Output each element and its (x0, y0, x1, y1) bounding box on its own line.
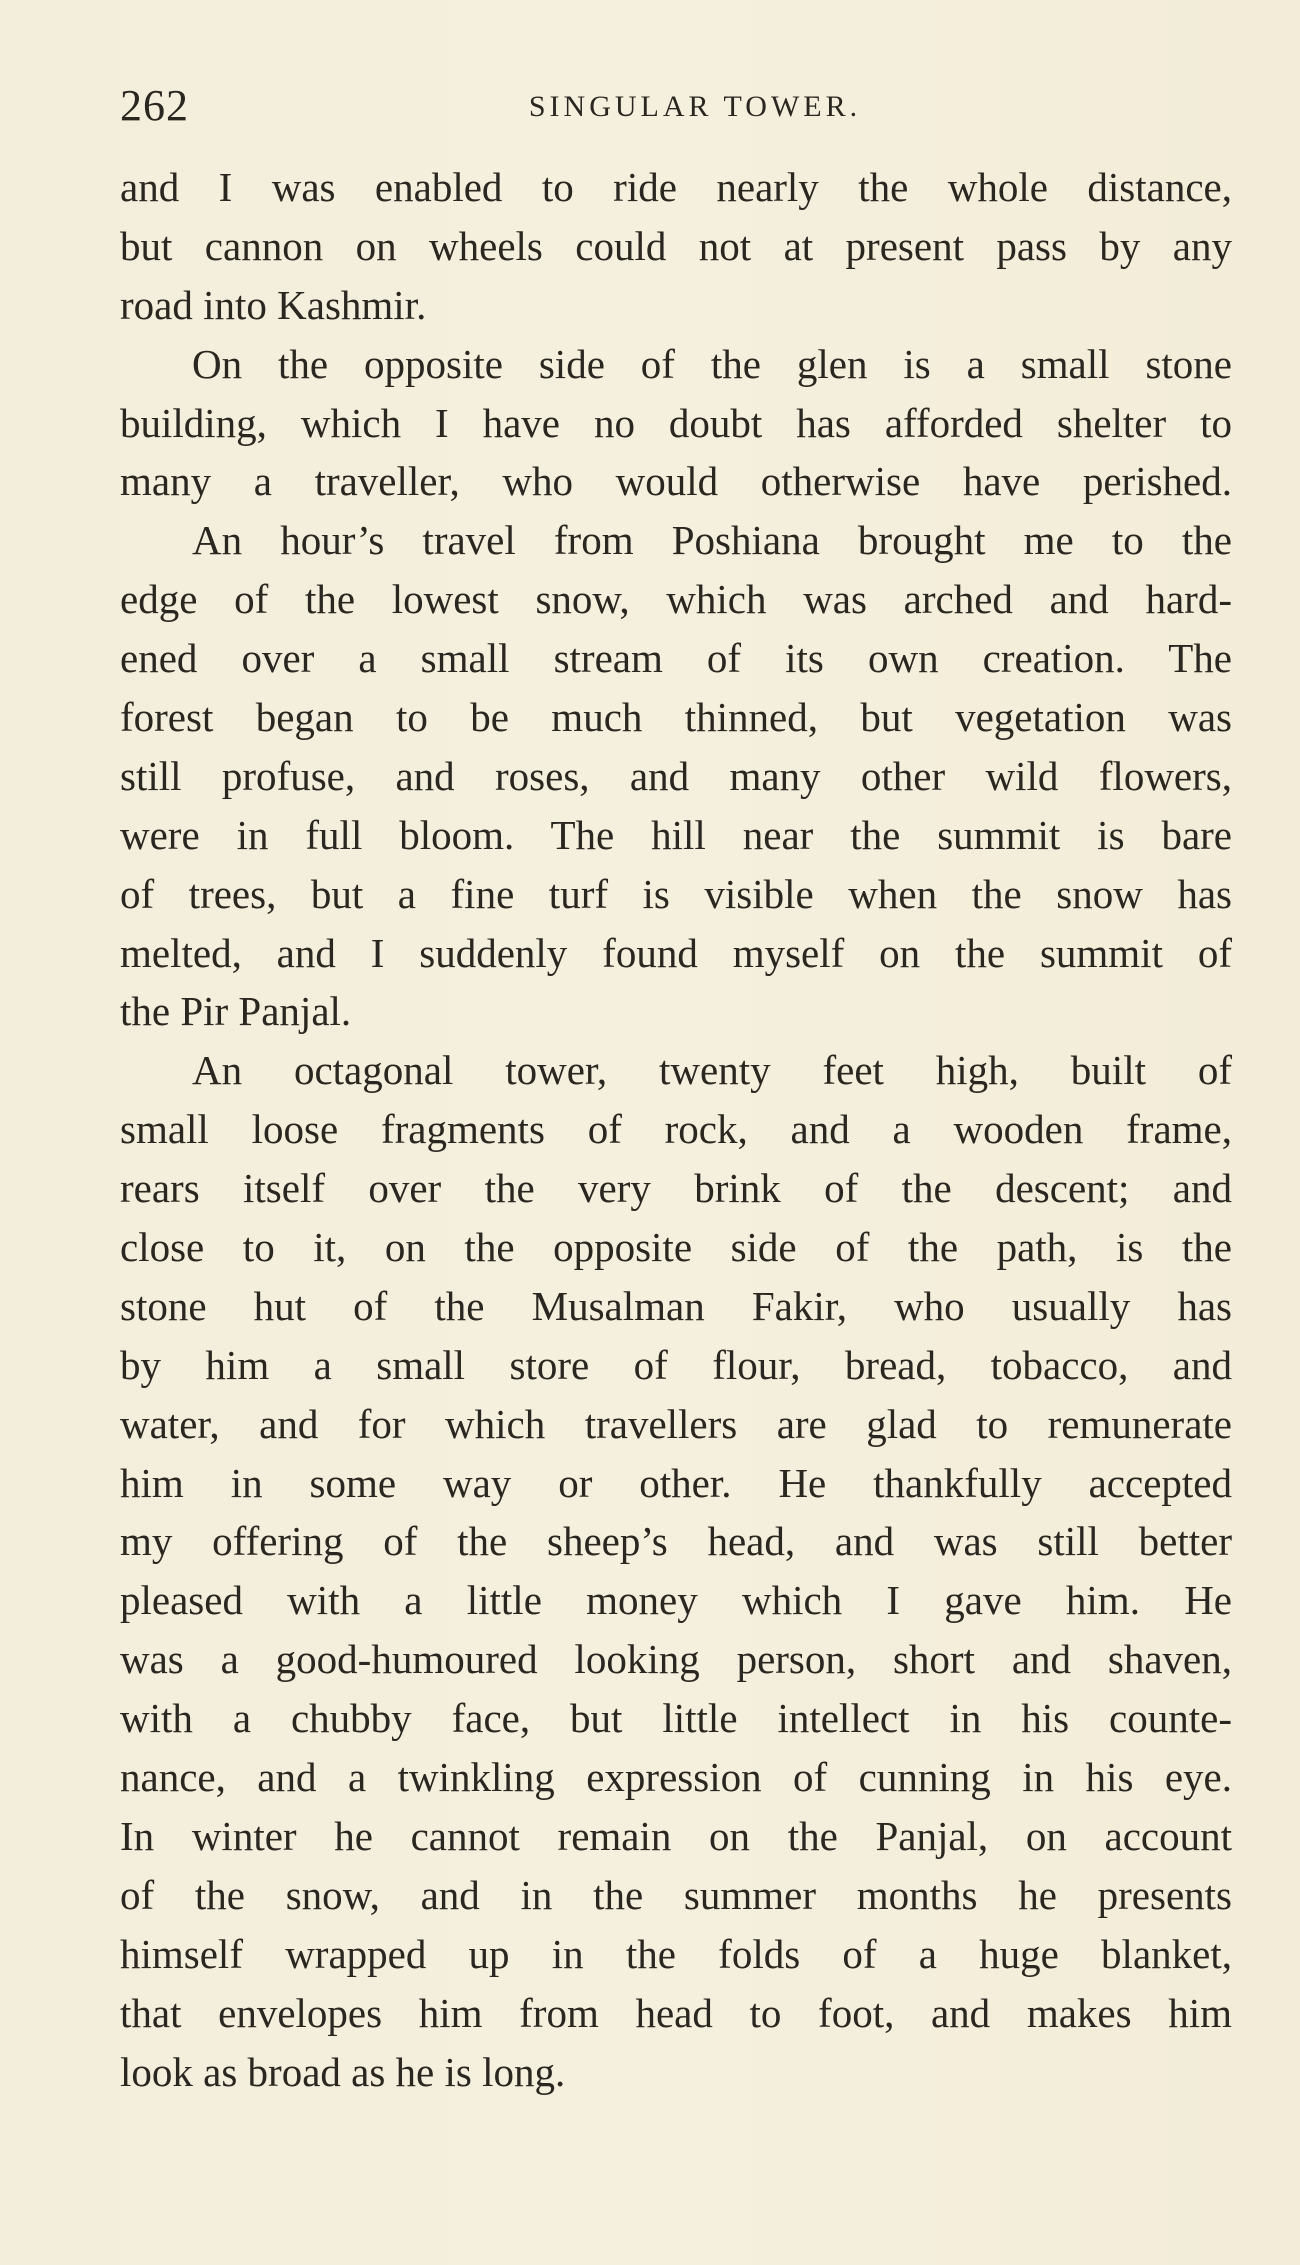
text-line: An octagonal tower, twenty feet high, built of (192, 1047, 1232, 1094)
text-line: were in full bloom. The hill near the summit is bare (120, 811, 1232, 858)
text-line: my offering of the sheep’s head, and was still better (120, 1518, 1232, 1565)
text-line: small loose fragments of rock, and a wooden frame, (120, 1106, 1232, 1153)
body-text (120, 158, 1232, 2101)
text-line: An hour’s travel from Poshiana brought me to the (192, 517, 1232, 564)
text-line: stone hut of the Musalman Fakir, who usually has (120, 1282, 1232, 1329)
text-line: by him a small store of flour, bread, tobacco, and (120, 1341, 1232, 1388)
text-line: him in some way or other. He thankfully accepted (120, 1459, 1232, 1506)
text-line: look as broad as he is long. (120, 2048, 566, 2095)
text-line: rears itself over the very brink of the descent; and (120, 1165, 1232, 1212)
text-line: many a traveller, who would otherwise have perished. (120, 458, 1232, 505)
text-line: In winter he cannot remain on the Panjal, on account (120, 1812, 1232, 1859)
text-line: ened over a small stream of its own creation. The (120, 635, 1232, 682)
text-line: still profuse, and roses, and many other wild flowers, (120, 752, 1232, 799)
text-line: the Pir Panjal. (120, 988, 352, 1035)
text-line: was a good-humoured looking person, short and shaven, (120, 1636, 1232, 1683)
text-line: of trees, but a fine turf is visible when the snow has (120, 870, 1232, 917)
text-line: with a chubby face, but little intellect in his counte- (120, 1695, 1232, 1742)
text-line: road into Kashmir. (120, 281, 427, 328)
page-header (120, 76, 1230, 136)
text-line: forest began to be much thinned, but vegetation was (120, 694, 1232, 741)
text-line: close to it, on the opposite side of the path, is the (120, 1224, 1232, 1271)
text-line: and I was enabled to ride nearly the whole distance, (120, 164, 1232, 210)
text-line: pleased with a little money which I gave him. He (120, 1577, 1232, 1624)
text-line: edge of the lowest snow, which was arched and hard- (120, 576, 1232, 623)
text-line: melted, and I suddenly found myself on the summit of (120, 929, 1232, 976)
text-line: but cannon on wheels could not at present pass by any (120, 222, 1232, 269)
page-number: 262 (120, 81, 189, 130)
text-line: nance, and a twinkling expression of cunning in his eye. (120, 1754, 1232, 1801)
text-line: that envelopes him from head to foot, and makes him (120, 1989, 1232, 2036)
text-line: himself wrapped up in the folds of a huge blanket, (120, 1930, 1232, 1977)
text-line: of the snow, and in the summer months he presents (120, 1871, 1232, 1918)
text-line: water, and for which travellers are glad to remunerate (120, 1400, 1232, 1447)
running-head: SINGULAR TOWER. (528, 90, 862, 123)
text-line: building, which I have no doubt has afforded shelter to (120, 399, 1232, 446)
text-line: On the opposite side of the glen is a small stone (192, 340, 1232, 387)
